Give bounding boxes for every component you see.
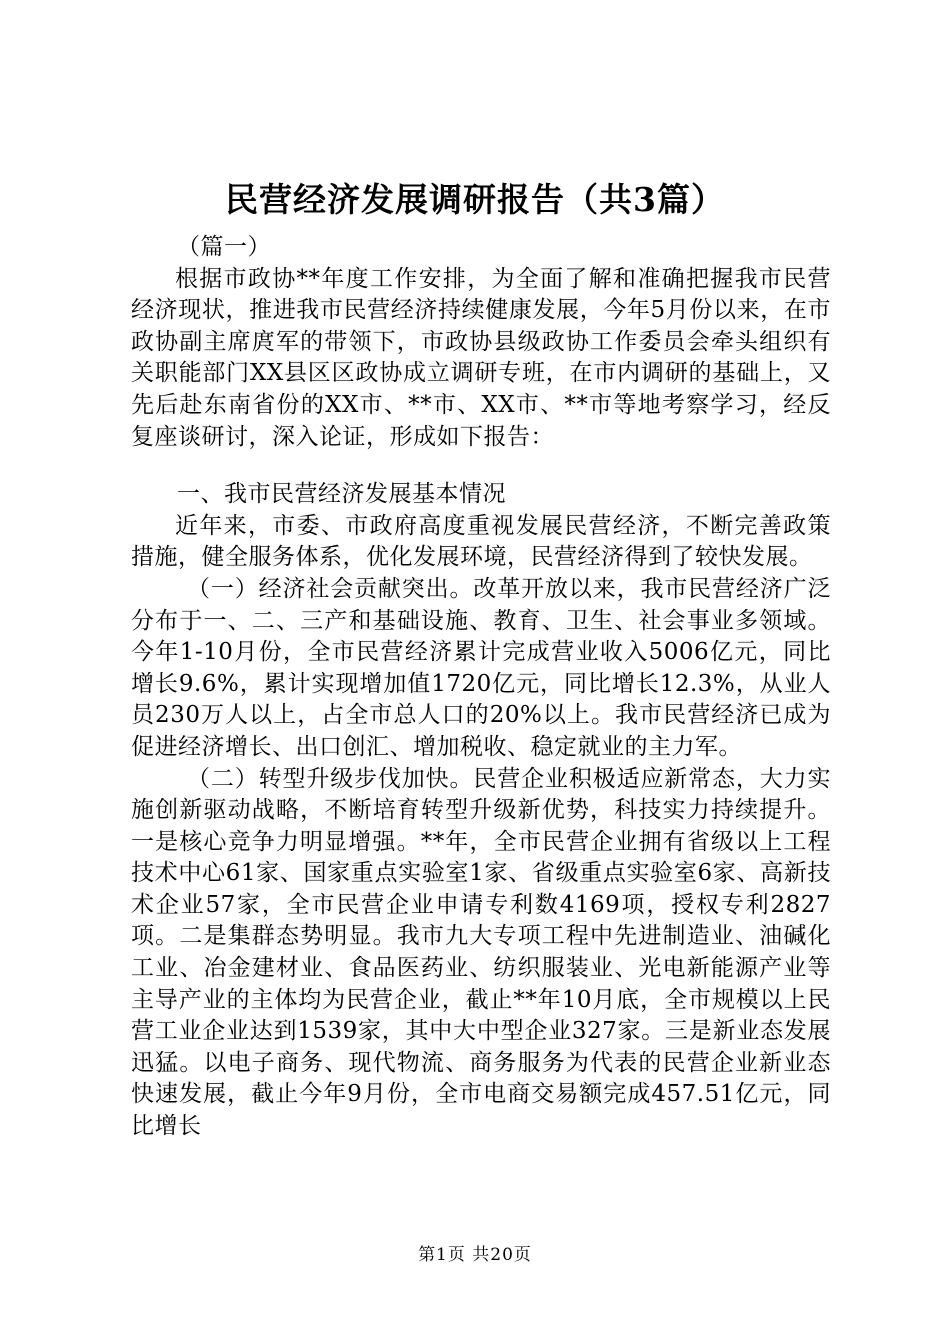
body-paragraph: （一）经济社会贡献突出。改革开放以来，我市民营经济广泛分布于一、二、三产和基础设施、教育、卫生、社会事业多领域。今年1-10月份，全市民营经济累计完成营业收入5006亿元，同比增长9.6%，累计实现增加值1720亿元，同比增长12.3%，从业人员230万人以上，占全市总人口的20%以上。我市民营经济已成为促进经济增长、出口创汇、增加税收、稳定就业的主力军。 xyxy=(131,575,831,760)
document-title: 民营经济发展调研报告（共3篇） xyxy=(225,180,725,219)
document-body xyxy=(131,232,831,1143)
section-label: （篇一） xyxy=(177,234,271,260)
section-heading: 一、我市民营经济发展基本情况 xyxy=(177,481,506,508)
body-paragraph: （二）转型升级步伐加快。民营企业积极适应新常态，大力实施创新驱动战略，不断培育转型升级新优势，科技实力持续提升。一是核心竞争力明显增强。**年，全市民营企业拥有省级以上工程技术中心61家、国家重点实验室1家、省级重点实验室6家、高新技术企业57家，全市民营企业申请专利数4169项，授权专利2827项。二是集群态势明显。我市九大专项工程中先进制造业、油碱化工业、冶金建材业、食品医药业、纺织服装业、光电新能源产业等主导产业的主体均为民营企业，截止**年10月底，全市规模以上民营工业企业达到1539家，其中大中型企业327家。三是新业态发展迅猛。以电子商务、现代物流、商务服务为代表的民营企业新业态快速发展，截止今年9月份，全市电商交易额完成457.51亿元，同比增长 xyxy=(131,765,831,1140)
page-footer: 第1页 共20页 xyxy=(418,1245,532,1265)
body-paragraph: 近年来，市委、市政府高度重视发展民营经济，不断完善政策措施，健全服务体系，优化发展环境，民营经济得到了较快发展。 xyxy=(131,512,831,571)
paragraph-gap xyxy=(131,453,831,479)
intro-paragraph: 根据市政协**年度工作安排，为全面了解和准确把握我市民营经济现状，推进我市民营经济持续健康发展，今年5月份以来，在市政协副主席庹军的带领下，市政协县级政协工作委员会牵头组织有关职能部门XX县区区政协成立调研专班，在市内调研的基础上，又先后赴东南省份的XX市、**市、XX市、**市等地考察学习，经反复座谈研讨，深入论证，形成如下报告： xyxy=(131,265,831,450)
